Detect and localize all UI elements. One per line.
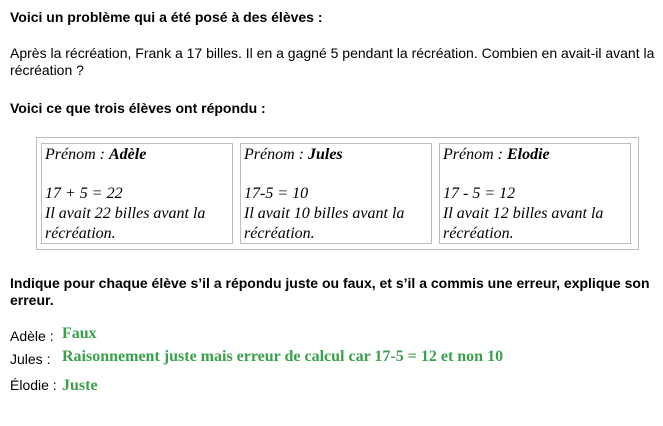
student-name: Adèle [108,146,147,163]
student-answer-sentence: Il avait 22 billes avant la récréation. [45,205,206,242]
response-answer-elodie: Juste [62,377,98,394]
student-cell-jules [240,143,432,244]
prenom-label: Prénom : [244,146,308,163]
student-answer-sentence: Il avait 10 billes avant la récréation. [244,205,405,242]
prenom-label: Prénom : [443,146,507,163]
response-answer-adele: Faux [62,325,97,342]
problem-statement: Après la récréation, Frank a 17 billes. Il en a gagné 5 pendant la récréation. Combien en avait-il avant la récréation ? [10,45,655,78]
student-cell-adele [41,143,233,244]
student-calculation: 17-5 = 10 [244,185,309,202]
student-name: Elodie [506,146,550,163]
response-label-elodie: Élodie : [10,377,57,393]
student-name: Jules [307,146,343,163]
intro-heading: Voici un problème qui a été posé à des élèves : [10,9,323,25]
answers-heading: Voici ce que trois élèves ont répondu : [10,100,266,116]
instruction-text: Indique pour chaque élève s’il a répondu juste ou faux, et s’il a commis une erreur, explique son erreur. [10,275,650,308]
student-answers-table [36,137,639,250]
prenom-label: Prénom : [45,146,109,163]
student-cell-elodie [439,143,631,244]
student-calculation: 17 + 5 = 22 [45,185,123,202]
student-answer-sentence: Il avait 12 billes avant la récréation. [443,205,604,242]
response-label-jules: Jules : [10,351,51,367]
response-answer-jules: Raisonnement juste mais erreur de calcul car 17-5 = 12 et non 10 [62,348,504,365]
student-calculation: 17 - 5 = 12 [443,185,516,202]
response-label-adele: Adèle : [10,328,54,344]
